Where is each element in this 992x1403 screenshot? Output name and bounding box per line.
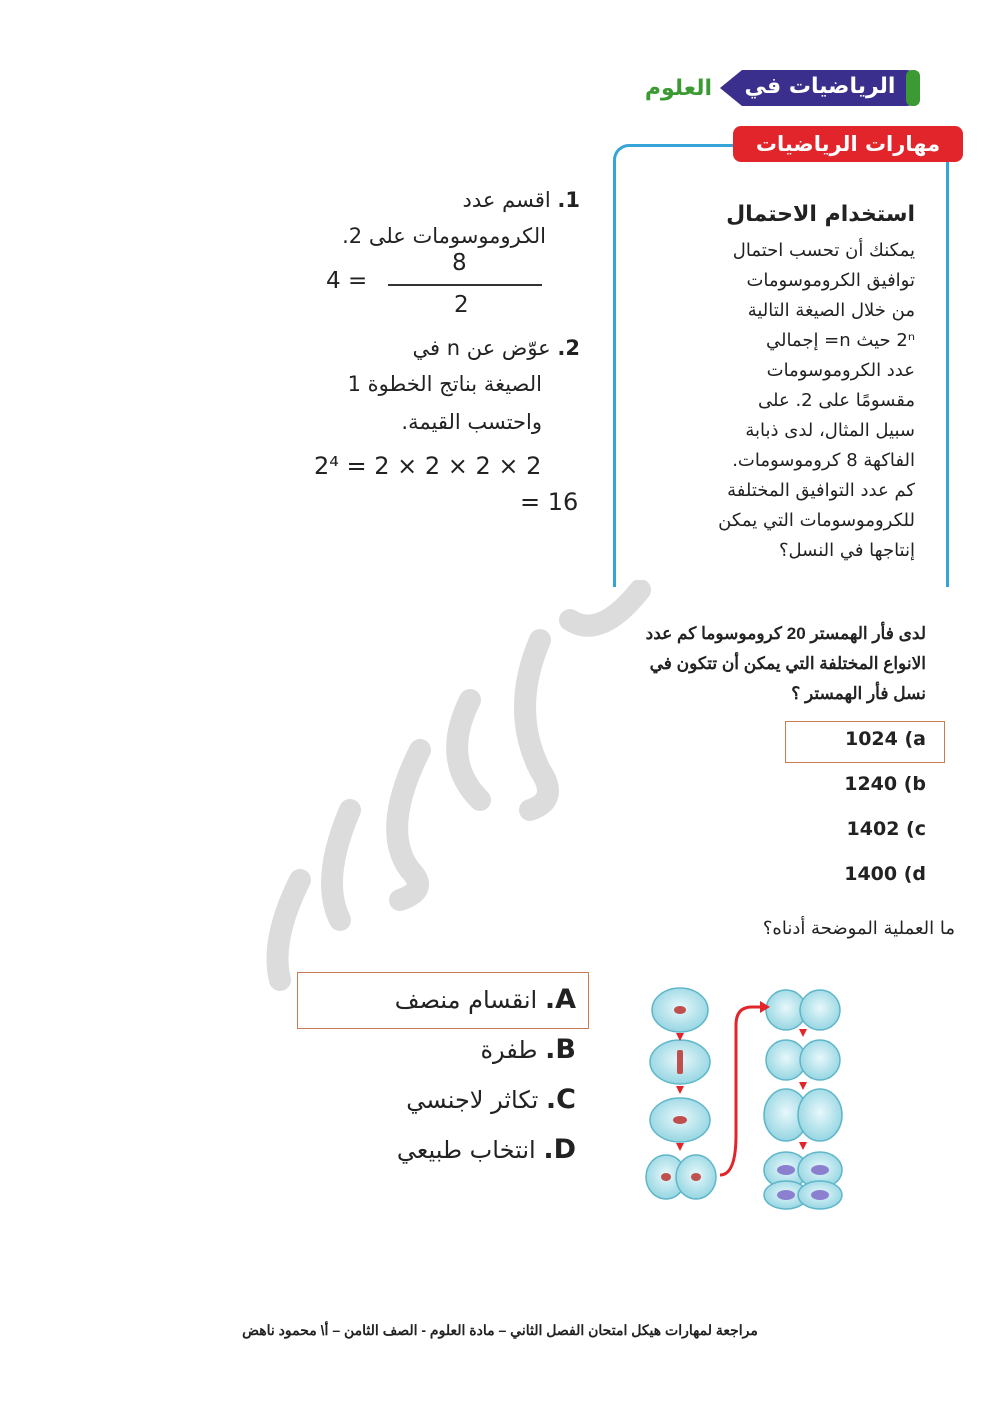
answer-letter: D.	[543, 1134, 576, 1165]
skills-line: سبيل المثال، لدى ذبابة	[745, 420, 915, 441]
meiosis-diagram	[640, 985, 850, 1215]
step-1-line-2: الكروموسومات على 2.	[342, 224, 546, 248]
step-2-line-1	[300, 336, 580, 360]
skills-line: عدد الكروموسومات	[766, 360, 915, 381]
skills-line: الفاكهة 8 كروموسومات.	[732, 450, 915, 471]
step-2-line-2: الصيغة بناتج الخطوة 1	[347, 372, 542, 396]
answer-a[interactable]	[300, 976, 576, 1024]
option-d[interactable]: 1400 (d	[844, 863, 926, 885]
answer-text: انتخاب طبيعي	[396, 1136, 536, 1164]
step-1-line-1	[300, 188, 580, 212]
option-a[interactable]: 1024 (a	[844, 728, 926, 750]
skills-line: توافيق الكروموسومات	[746, 270, 915, 291]
step-1-text: اقسم عدد	[462, 188, 551, 212]
answer-letter: B.	[545, 1034, 576, 1065]
skills-line: مقسومًا على 2. على	[758, 390, 915, 411]
page-footer: مراجعة لمهارات هيكل امتحان الفصل الثاني – مادة العلوم - الصف الثامن – أ\ محمود ناهض	[242, 1322, 758, 1338]
fraction-result: 4 =	[326, 268, 368, 294]
step-1-number: 1.	[557, 188, 580, 212]
answer-text: تكاثر لاجنسي	[406, 1086, 539, 1114]
answer-text: طفرة	[480, 1036, 538, 1064]
option-b[interactable]: 1240 (b	[844, 773, 926, 795]
skills-line: يمكنك أن تحسب احتمال	[732, 240, 915, 261]
fraction-bar	[388, 284, 542, 286]
answer-letter: A.	[544, 984, 576, 1015]
skills-line: من خلال الصيغة التالية	[747, 300, 915, 321]
question-1-line: لدى فأر الهمستر 20 كروموسوما كم عدد	[645, 624, 926, 643]
answer-b[interactable]	[300, 1026, 576, 1074]
math-skills-tab: مهارات الرياضيات	[733, 126, 963, 162]
skills-title: استخدام الاحتمال	[726, 202, 915, 227]
step-2-line-3: واحتسب القيمة.	[401, 410, 542, 434]
equation-result: = 16	[520, 488, 579, 516]
equation-power: 2⁴ = 2 × 2 × 2 × 2	[314, 452, 542, 480]
skills-line: للكروموسومات التي يمكن	[718, 510, 915, 531]
answer-d[interactable]	[300, 1126, 576, 1174]
skills-line: كم عدد التوافيق المختلفة	[727, 480, 915, 501]
question-1-line: الانواع المختلفة التي يمكن أن تتكون في	[649, 654, 926, 673]
step-2-number: 2.	[557, 336, 580, 360]
skills-line: إنتاجها في النسل؟	[778, 540, 915, 561]
skills-line: 2ⁿ حيث n= إجمالي	[765, 330, 915, 351]
answer-c[interactable]	[300, 1076, 576, 1124]
banner-title: الرياضيات في	[744, 74, 896, 99]
question-1-line: نسل فأر الهمستر ؟	[791, 684, 926, 703]
answer-letter: C.	[545, 1084, 576, 1115]
fraction-numerator: 8	[452, 250, 467, 276]
fraction-denominator: 2	[454, 292, 469, 318]
step-2-text: عوّض عن n في	[412, 336, 551, 360]
banner-science-label: العلوم	[644, 76, 712, 101]
question-2-prompt: ما العملية الموضحة أدناه؟	[762, 918, 955, 939]
option-c[interactable]: 1402 (c	[846, 818, 926, 840]
answer-text: انقسام منصف	[394, 986, 538, 1014]
